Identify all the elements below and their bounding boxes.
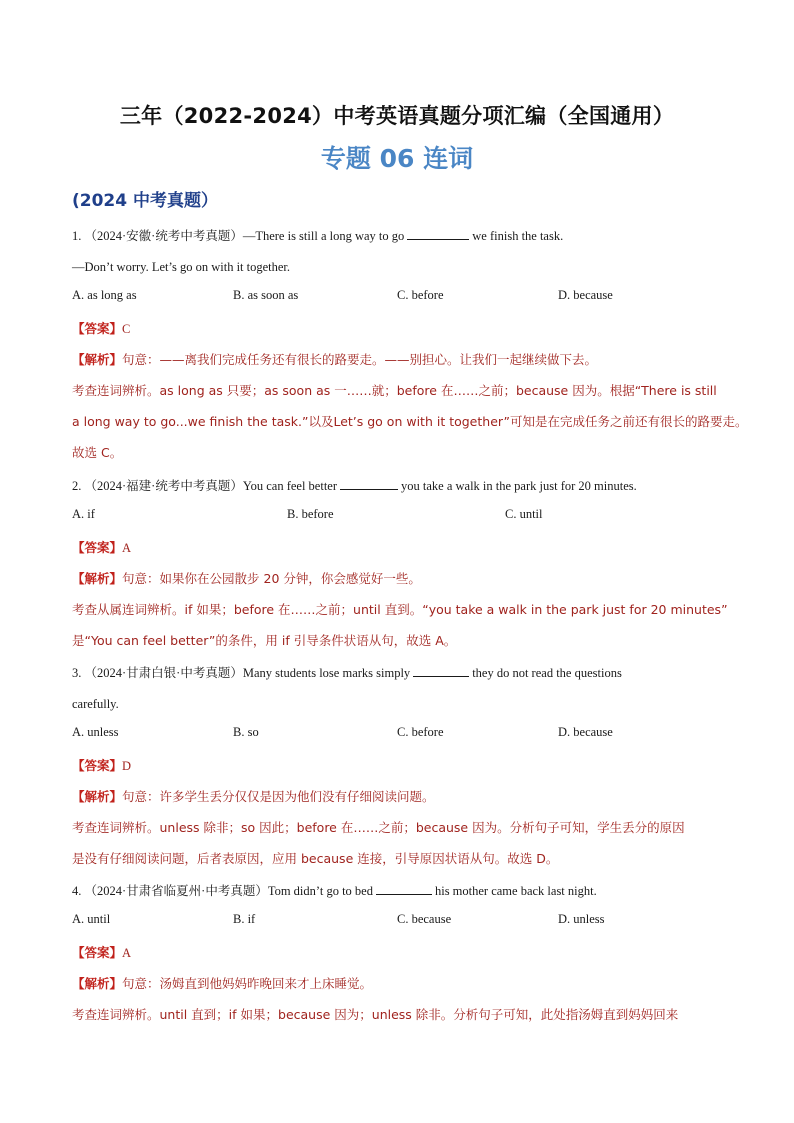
answer-blank xyxy=(413,664,469,677)
option-c: C. before xyxy=(397,725,444,739)
analysis-text: 考查连词辨析。as long as 只要；as soon as 一……就；before 在……之前；because 因为。根据“There is still xyxy=(72,383,717,398)
analysis-label: 【解析】 xyxy=(72,789,123,804)
analysis-text: 是没有仔细阅读问题，后者表原因，应用 because 连接，引导原因状语从句。故选 D。 xyxy=(72,851,559,866)
question-stem xyxy=(72,881,734,901)
answer-line xyxy=(72,943,734,963)
analysis-line xyxy=(72,1005,734,1025)
option-b: B. if xyxy=(233,912,256,926)
question-stem-line2: carefully. xyxy=(72,697,119,711)
answer-label: 【答案】 xyxy=(72,321,123,336)
stem-text: 3. （2024·甘肃白银·中考真题）Many students lose marks simply xyxy=(72,666,411,680)
option-a: A. unless xyxy=(72,725,119,739)
option-a: A. if xyxy=(72,507,95,521)
analysis-label: 【解析】 xyxy=(72,352,123,367)
answer-label: 【答案】 xyxy=(72,540,123,555)
analysis-text: 句意：——离我们完成任务还有很长的路要走。——别担心。让我们一起继续做下去。 xyxy=(122,352,598,367)
answer-label: 【答案】 xyxy=(72,758,123,773)
analysis-text: 故选 C。 xyxy=(72,445,123,460)
answer-value: C xyxy=(122,322,131,336)
analysis-text: 是“You can feel better”的条件，用 if 引导条件状语从句，故选 A。 xyxy=(72,633,457,648)
analysis-line xyxy=(72,974,734,994)
analysis-text: 句意：如果你在公园散步 20 分钟，你会感觉好一些。 xyxy=(122,571,421,586)
topic-subtitle: 专题 06 连词 xyxy=(320,144,474,173)
analysis-label: 【解析】 xyxy=(72,571,123,586)
option-c: C. because xyxy=(397,912,452,926)
option-b: B. so xyxy=(233,725,259,739)
analysis-line xyxy=(72,818,734,838)
stem-text: you take a walk in the park just for 20 minutes. xyxy=(401,479,637,493)
option-a: A. until xyxy=(72,912,111,926)
stem-text: we finish the task. xyxy=(472,229,564,243)
option-b: B. before xyxy=(287,507,334,521)
analysis-line xyxy=(72,381,734,401)
section-heading: (2024 中考真题） xyxy=(72,191,219,211)
answer-blank xyxy=(407,227,469,240)
answer-value: A xyxy=(122,946,132,960)
stem-text: 1. （2024·安徽·统考中考真题）—There is still a long way to go xyxy=(72,229,405,243)
option-c: C. until xyxy=(505,507,543,521)
stem-text: 4. （2024·甘肃省临夏州·中考真题）Tom didn’t go to bed xyxy=(72,884,373,898)
option-d: D. because xyxy=(558,288,613,302)
stem-text: they do not read the questions xyxy=(472,666,622,680)
option-a: A. as long as xyxy=(72,288,137,302)
question-stem-line2: —Don’t worry. Let’s go on with it together. xyxy=(72,260,291,274)
analysis-label: 【解析】 xyxy=(72,976,123,991)
question-stem xyxy=(72,663,734,683)
answer-value: D xyxy=(122,759,132,773)
stem-text: his mother came back last night. xyxy=(434,884,597,898)
analysis-text: 考查连词辨析。unless 除非；so 因此；before 在……之前；because 因为。分析句子可知，学生丢分的原因 xyxy=(72,820,685,835)
option-d: D. unless xyxy=(558,912,605,926)
analysis-line xyxy=(72,600,734,620)
analysis-line xyxy=(72,787,734,807)
analysis-line xyxy=(72,849,734,869)
option-d: D. because xyxy=(558,725,613,739)
analysis-text: 句意：许多学生丢分仅仅是因为他们没有仔细阅读问题。 xyxy=(122,789,435,804)
answer-line xyxy=(72,319,734,339)
analysis-line xyxy=(72,443,734,463)
stem-text: 2. （2024·福建·统考中考真题）You can feel better xyxy=(72,479,338,493)
analysis-text: a long way to go...we finish the task.”以及Let’s go on with it together”可知是在完成任务之前还有很长的路要走。 xyxy=(72,414,748,429)
analysis-line xyxy=(72,412,748,432)
analysis-text: 考查连词辨析。until 直到；if 如果；because 因为；unless 除非。分析句子可知，此处指汤姆直到妈妈回来 xyxy=(72,1007,679,1022)
document-title: 三年（2022-2024）中考英语真题分项汇编（全国通用） xyxy=(119,104,675,128)
option-c: C. before xyxy=(397,288,444,302)
answer-blank xyxy=(376,882,432,895)
answer-line xyxy=(72,756,734,776)
analysis-line xyxy=(72,569,734,589)
answer-label: 【答案】 xyxy=(72,945,123,960)
question-stem xyxy=(72,226,734,246)
analysis-text: 考查从属连词辨析。if 如果；before 在……之前；until 直到。“you take a walk in the park just for 20 minutes” xyxy=(72,602,728,617)
answer-line xyxy=(72,538,734,558)
analysis-line xyxy=(72,350,734,370)
analysis-line xyxy=(72,631,734,651)
question-stem xyxy=(72,476,734,496)
option-b: B. as soon as xyxy=(233,288,299,302)
answer-value: A xyxy=(122,541,132,555)
analysis-text: 句意：汤姆直到他妈妈昨晚回来才上床睡觉。 xyxy=(122,976,373,991)
answer-blank xyxy=(340,477,398,490)
